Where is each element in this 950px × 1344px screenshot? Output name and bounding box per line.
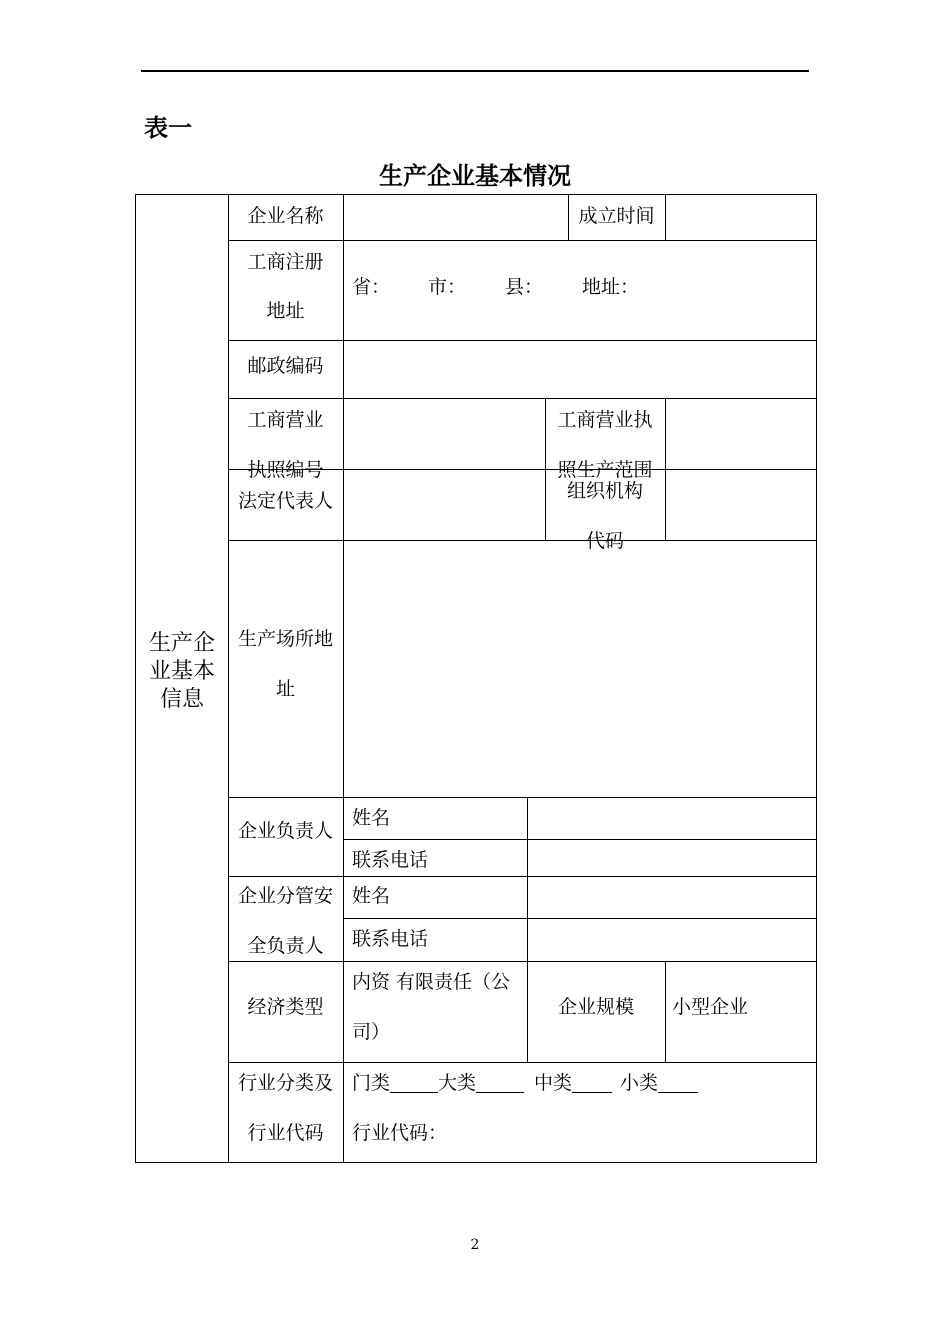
middle-class-blank[interactable]	[572, 1074, 612, 1093]
license-scope-label-2: 照生产范围	[557, 459, 653, 481]
industry-classes	[352, 1074, 698, 1093]
minor-class-blank[interactable]	[658, 1074, 698, 1093]
county-label: 县：	[505, 276, 544, 298]
org-code-label-1: 组织机构	[566, 480, 643, 502]
principal-label: 企业负责人	[237, 820, 333, 842]
license-no-label-1: 工商营业	[247, 409, 324, 431]
company-name-label: 企业名称	[247, 205, 324, 227]
founded-time-field[interactable]	[666, 195, 816, 239]
safety-name-label: 姓名	[352, 885, 391, 907]
scale-value: 小型企业	[672, 996, 749, 1018]
page-number: 2	[470, 1237, 480, 1253]
site-address-label-2: 址	[275, 678, 295, 700]
license-no-label-2: 执照编号	[247, 459, 324, 481]
major-class-label: 大类	[438, 1072, 477, 1094]
econ-type-value-2: 司）	[352, 1021, 391, 1043]
reg-address-label-1: 工商注册	[247, 251, 324, 273]
industry-label-2: 行业代码	[247, 1122, 324, 1144]
econ-type-label: 经济类型	[247, 996, 324, 1018]
middle-class-label: 中类	[534, 1072, 573, 1094]
city-label: 市：	[428, 276, 467, 298]
postal-code-field[interactable]	[344, 341, 816, 397]
scale-label: 企业规模	[557, 996, 634, 1018]
minor-class-label: 小类	[620, 1072, 659, 1094]
province-label: 省：	[352, 276, 391, 298]
section-label: 生产企业基本信息	[148, 631, 215, 712]
postal-code-label: 邮政编码	[247, 355, 324, 377]
address-label: 地址：	[582, 276, 640, 298]
reg-address-label-2: 地址	[266, 300, 305, 322]
header-rule	[141, 70, 809, 72]
license-scope-label-1: 工商营业执	[557, 409, 653, 431]
major-class-blank[interactable]	[476, 1074, 524, 1093]
industry-label-1: 行业分类及	[237, 1072, 333, 1094]
site-address-field[interactable]	[344, 541, 816, 796]
safety-phone-label: 联系电话	[352, 928, 429, 950]
founded-time-label: 成立时间	[578, 205, 655, 227]
org-code-label-2: 代码	[585, 530, 624, 552]
page-title: 生产企业基本情况	[379, 161, 571, 190]
door-class-blank[interactable]	[390, 1074, 438, 1093]
safety-officer-label-1: 企业分管安	[237, 885, 333, 907]
principal-name-label: 姓名	[352, 807, 391, 829]
site-address-label-1: 生产场所地	[237, 628, 333, 650]
safety-officer-label-2: 全负责人	[247, 935, 324, 957]
industry-code-label: 行业代码：	[352, 1122, 448, 1144]
table-label: 表一	[144, 113, 192, 142]
company-name-field[interactable]	[344, 195, 567, 239]
legal-rep-label: 法定代表人	[237, 490, 333, 512]
door-class-label: 门类	[352, 1072, 391, 1094]
econ-type-value-1: 内资 有限责任（公	[352, 971, 511, 993]
principal-phone-label: 联系电话	[352, 849, 429, 871]
